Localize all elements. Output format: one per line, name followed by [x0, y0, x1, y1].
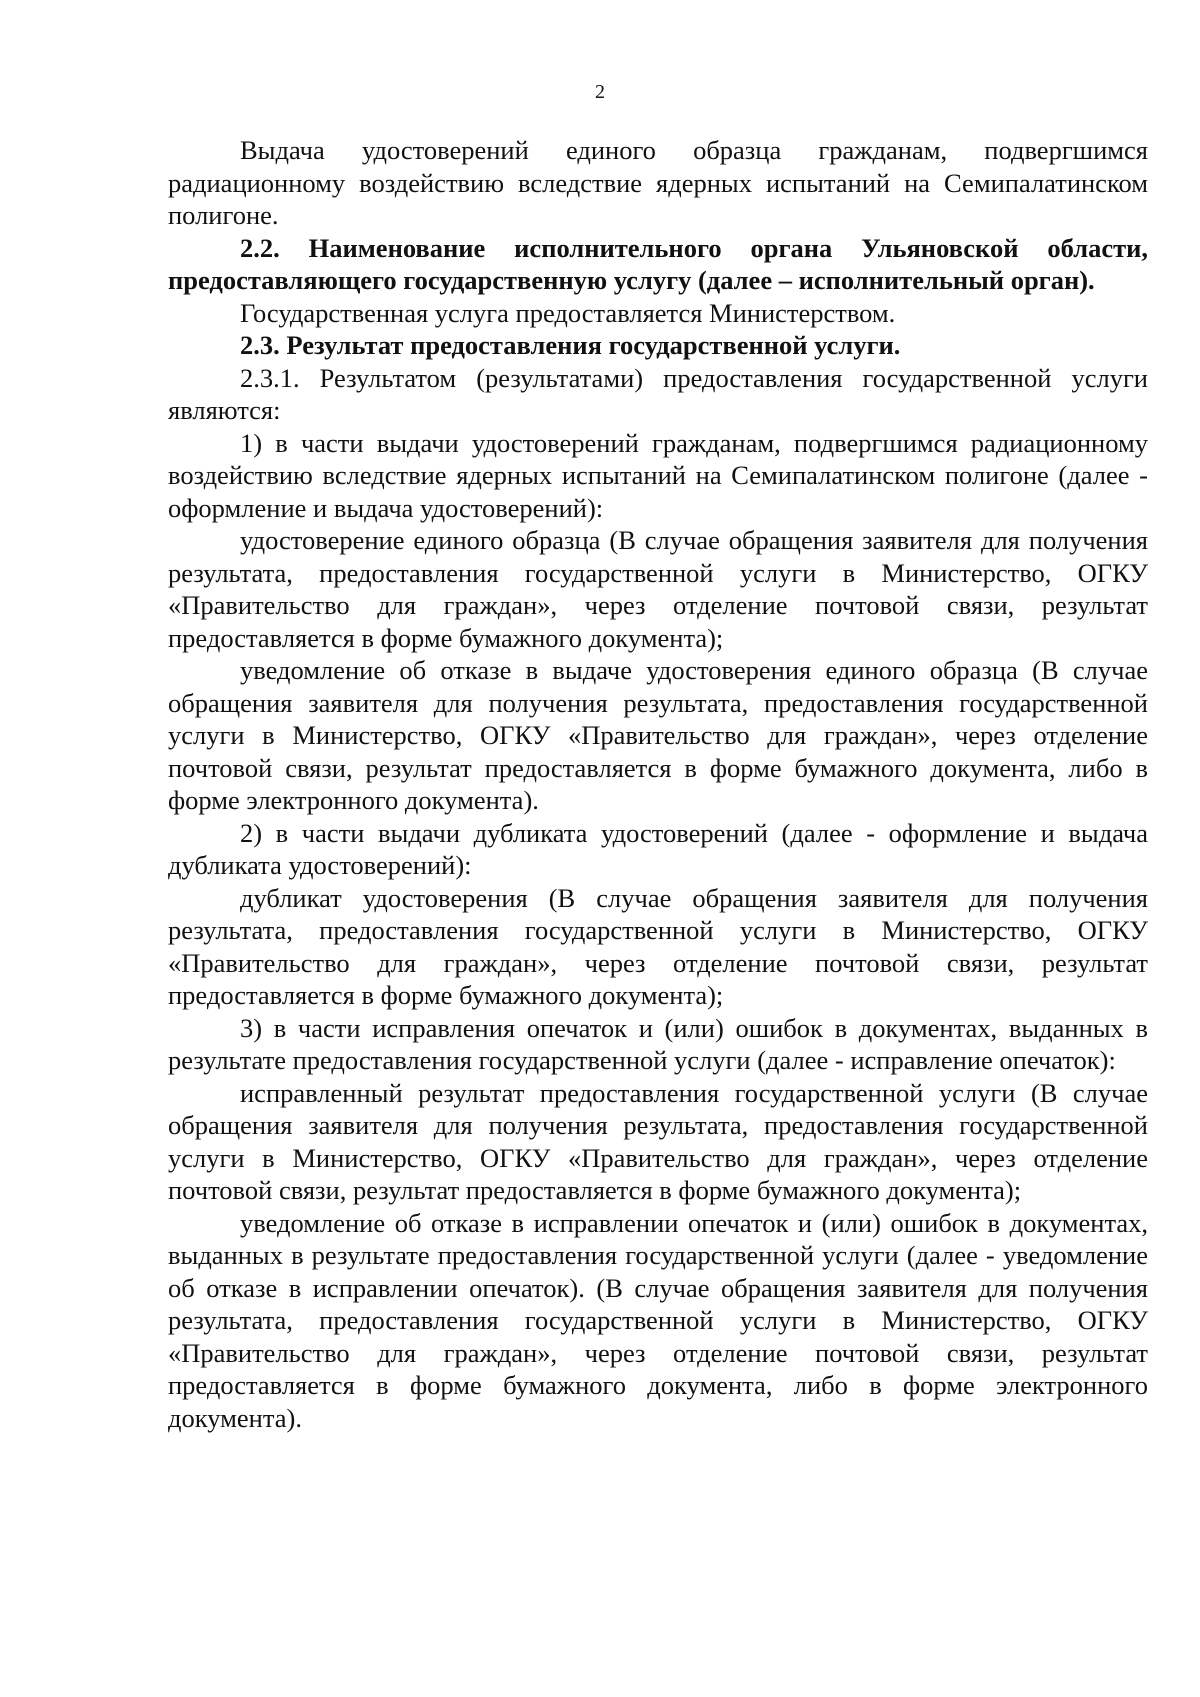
paragraph-service-name: Выдача удостоверений единого образца гражданам, подвергшимся радиационному воздействию вследствие ядерных испытаний на Семипалатинском полигоне. — [168, 135, 1148, 230]
list-item-3: 3) в части исправления опечаток и (или) ошибок в документах, выданных в результате предоставления государственной услуги (далее - исправление опечаток): — [168, 1012, 1148, 1075]
page-number: 2 — [595, 81, 605, 103]
paragraph-refusal-notice: уведомление об отказе в выдаче удостоверения единого образца (В случае обращения заявителя для получения результата, предоставления государственной услуги в Министерство, ОГКУ «Правительство для граждан», через отделение почтовой связи, результат предоставляется в форме бумажного документа, либо в форме электронного документа). — [168, 655, 1148, 815]
paragraph-certificate: удостоверение единого образца (В случае обращения заявителя для получения результата, предоставления государственной услуги в Министерство, ОГКУ «Правительство для граждан», через отделение почтовой связи, результат предоставляется в форме бумажного документа); — [168, 525, 1148, 653]
list-item-1: 1) в части выдачи удостоверений гражданам, подвергшимся радиационному воздействию вследствие ядерных испытаний на Семипалатинском полигоне (далее - оформление и выдача удостоверений): — [168, 427, 1148, 523]
paragraph-corrected-result: исправленный результат предоставления государственной услуги (В случае обращения заявителя для получения результата, предоставления государственной услуги в Министерство, ОГКУ «Правительство для граждан», через отделение почтовой связи, результат предоставляется в форме бумажного документа); — [168, 1077, 1148, 1205]
paragraph-provider: Государственная услуга предоставляется Министерством. — [240, 297, 896, 328]
paragraph-2-3-1: 2.3.1. Результатом (результатами) предоставления государственной услуги являются: — [168, 362, 1148, 425]
heading-2-2: 2.2. Наименование исполнительного органа Ульяновской области, предоставляющего государственную услугу (далее – исполнительный орган). — [168, 232, 1148, 295]
list-item-2: 2) в части выдачи дубликата удостоверений (далее - оформление и выдача дубликата удостоверений): — [168, 817, 1148, 880]
heading-2-3: 2.3. Результат предоставления государственной услуги. — [240, 330, 901, 360]
document-body — [168, 134, 1148, 1434]
paragraph-duplicate: дубликат удостоверения (В случае обращения заявителя для получения результата, предоставления государственной услуги в Министерство, ОГКУ «Правительство для граждан», через отделение почтовой связи, результат предоставляется в форме бумажного документа); — [168, 882, 1148, 1010]
paragraph-correction-refusal: уведомление об отказе в исправлении опечаток и (или) ошибок в документах, выданных в результате предоставления государственной услуги (далее - уведомление об отказе в исправлении опечаток). (В случае обращения заявителя для получения результата, предоставления государственной услуги в Министерство, ОГКУ «Правительство для граждан», через отделение почтовой связи, результат предоставляется в форме бумажного документа, либо в форме электронного документа). — [168, 1207, 1148, 1433]
